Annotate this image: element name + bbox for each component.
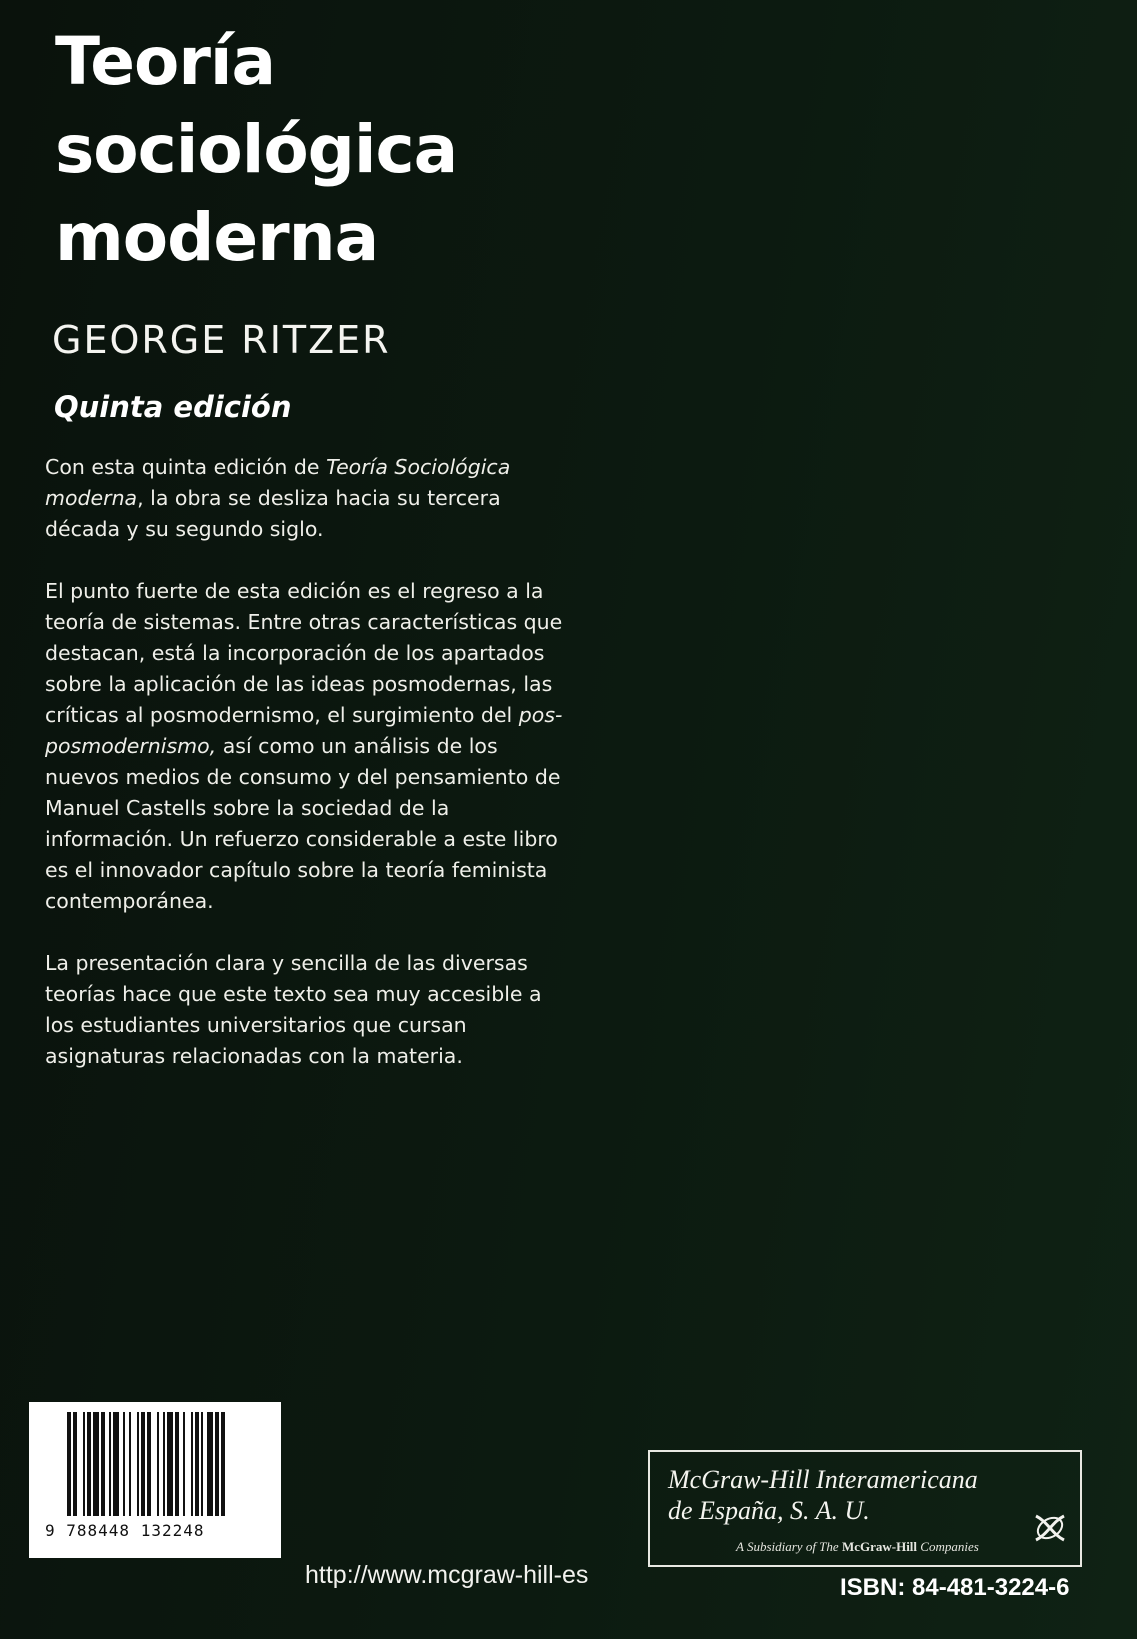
barcode-bar bbox=[113, 1412, 119, 1516]
title-line-2: sociológica bbox=[55, 111, 458, 188]
publisher-subsidiary: A Subsidiary of The McGraw-Hill Companies bbox=[736, 1539, 979, 1554]
description-paragraph-2: El punto fuerte de esta edición es el regreso a la teoría de sistemas. Entre otras características que destacan, está la incorporación de los apartados sobre la aplicación de las ideas posmodernas, las críticas al posmodernismo, el surgimiento del pos-posmodernismo, así como un análisis de los nuevos medios de consumo y del pensamiento de Manuel Castells sobre la sociedad de la información. Un refuerzo considerable a este libro es el innovador capítulo sobre la teoría feminista contemporánea. bbox=[45, 579, 563, 913]
publisher-line-2: de España, S. A. U. bbox=[668, 1496, 870, 1525]
barcode-bar bbox=[147, 1412, 151, 1516]
barcode-bar bbox=[137, 1412, 139, 1516]
publisher-box bbox=[648, 1450, 1082, 1567]
barcode-bar bbox=[83, 1412, 85, 1516]
title-line-1: Teoría bbox=[55, 23, 276, 100]
publisher-line-1: McGraw-Hill Interamericana bbox=[668, 1465, 978, 1494]
barcode-bars bbox=[67, 1412, 267, 1516]
barcode-bar bbox=[207, 1412, 213, 1516]
description bbox=[45, 452, 565, 1103]
website-url[interactable]: http://www.mcgraw-hill-es bbox=[305, 1561, 589, 1589]
barcode-bar bbox=[129, 1412, 131, 1516]
publisher-name bbox=[668, 1464, 978, 1526]
barcode-bar bbox=[157, 1412, 159, 1516]
barcode-bar bbox=[101, 1412, 105, 1516]
barcode-bar bbox=[167, 1412, 173, 1516]
barcode-bar bbox=[195, 1412, 199, 1516]
mcgraw-hill-logo-icon bbox=[1030, 1508, 1070, 1548]
barcode-bar bbox=[87, 1412, 91, 1516]
barcode-bar bbox=[221, 1412, 225, 1516]
barcode-bar bbox=[183, 1412, 185, 1516]
book-title bbox=[55, 18, 457, 282]
description-paragraph-3: La presentación clara y sencilla de las diversas teorías hace que este texto sea muy accesible a los estudiantes universitarios que cursan asignaturas relacionadas con la materia. bbox=[45, 951, 542, 1068]
barcode-bar bbox=[175, 1412, 179, 1516]
barcode-bar bbox=[163, 1412, 165, 1516]
barcode-bar bbox=[109, 1412, 111, 1516]
barcode-bar bbox=[93, 1412, 99, 1516]
title-line-3: moderna bbox=[55, 199, 379, 276]
author-name: GEORGE RITZER bbox=[52, 318, 391, 362]
barcode-number: 9 788448 132248 bbox=[45, 1521, 205, 1540]
barcode-bar bbox=[73, 1412, 77, 1516]
barcode bbox=[29, 1402, 281, 1558]
barcode-bar bbox=[123, 1412, 125, 1516]
barcode-bar bbox=[141, 1412, 145, 1516]
barcode-bar bbox=[191, 1412, 193, 1516]
description-paragraph-1: Con esta quinta edición de Teoría Sociológica moderna, la obra se desliza hacia su tercera década y su segundo siglo. bbox=[45, 455, 511, 541]
edition-label: Quinta edición bbox=[54, 390, 292, 424]
isbn: ISBN: 84-481-3224-6 bbox=[840, 1574, 1070, 1601]
barcode-bar bbox=[215, 1412, 219, 1516]
barcode-bar bbox=[201, 1412, 203, 1516]
barcode-bar bbox=[67, 1412, 71, 1516]
